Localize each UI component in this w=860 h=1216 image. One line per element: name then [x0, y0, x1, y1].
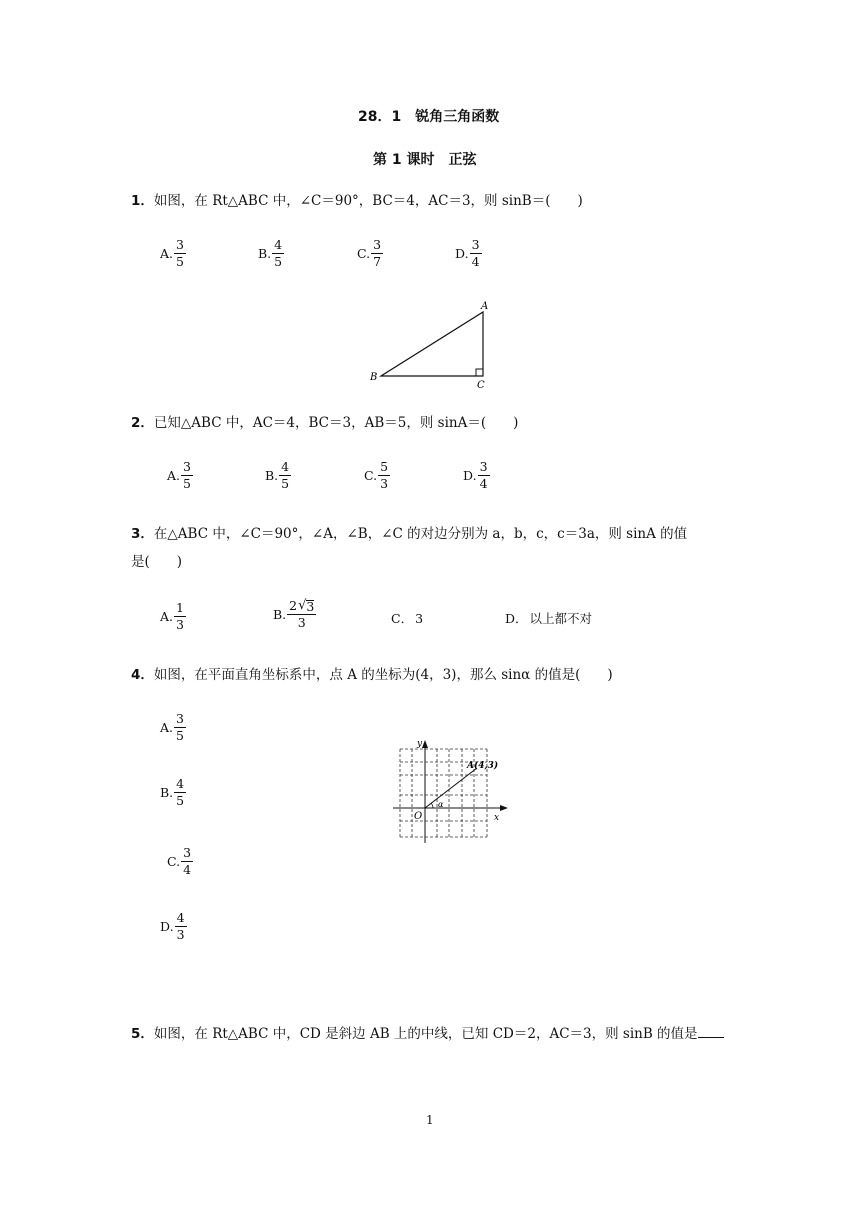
vertex-label-c: C	[477, 380, 485, 391]
angle-label-alpha: α	[438, 800, 444, 809]
question-text: 在△ABC 中，∠C＝90°，∠A，∠B，∠C 的对边分别为 a，b，c，c＝3a，则 sinA 的值	[153, 526, 688, 542]
question-number: 4．	[131, 667, 154, 683]
vertex-label-a: A	[481, 301, 489, 312]
lesson-title: 第 1 课时 正弦	[373, 152, 477, 168]
sqrt-icon: √	[298, 598, 307, 613]
axis-label-x: x	[494, 813, 500, 823]
question-number: 5．	[131, 1026, 154, 1042]
question-number: 3．	[131, 526, 154, 542]
fraction: $\frac{1}{3}$	[176, 600, 184, 632]
answer-blank[interactable]	[698, 1023, 724, 1038]
option-a[interactable]	[160, 601, 186, 632]
question-2	[131, 413, 518, 433]
option-d[interactable]	[455, 238, 482, 269]
origin-label: O	[414, 811, 423, 822]
fraction: $\frac{5}{3}$	[380, 459, 389, 491]
fraction: $\frac{4}{3}$	[176, 910, 185, 942]
fraction: $\frac{4}{5}$	[274, 237, 283, 269]
option-label: C．	[391, 611, 414, 626]
vertex-label-b: B	[370, 372, 378, 383]
option-label: B.	[160, 785, 174, 800]
option-label: D．	[505, 611, 528, 626]
fraction: $\frac{4}{5}$	[281, 459, 290, 491]
option-label: B.	[265, 468, 279, 483]
question-text: 如图，在 Rt△ABC 中，∠C＝90°，BC＝4，AC＝3，则 sinB＝( )	[153, 193, 583, 209]
page-number: 1	[426, 1113, 434, 1127]
section-title: 28．1 锐角三角函数	[358, 109, 500, 125]
fraction: $\frac{3}{4}$	[471, 237, 480, 269]
option-label: C.	[364, 468, 378, 483]
question-number: 1．	[131, 193, 154, 209]
question-3-line2: 是( )	[131, 554, 183, 570]
option-b[interactable]	[273, 599, 316, 630]
option-a[interactable]	[167, 460, 193, 491]
question-number: 2．	[131, 415, 154, 431]
option-label: A.	[167, 468, 181, 483]
question-3	[131, 524, 687, 544]
question-text: 如图，在平面直角坐标系中，点 A 的坐标为(4，3)，那么 sinα 的值是( )	[153, 667, 613, 683]
option-text: 3	[415, 610, 424, 626]
option-c[interactable]	[167, 846, 193, 877]
angle-arc	[431, 803, 433, 808]
option-text: 以上都不对	[529, 611, 593, 626]
option-b[interactable]	[160, 777, 186, 808]
option-label: D.	[455, 246, 469, 261]
right-angle-mark	[476, 369, 483, 376]
option-label: B.	[258, 246, 272, 261]
option-label: D.	[463, 468, 477, 483]
option-d[interactable]	[463, 460, 490, 491]
option-b[interactable]	[265, 460, 291, 491]
y-axis-arrow-icon	[422, 740, 428, 748]
option-c[interactable]	[364, 460, 390, 491]
option-c[interactable]	[357, 238, 383, 269]
option-d[interactable]	[160, 911, 187, 942]
question-1	[131, 191, 583, 211]
option-label: C.	[357, 246, 371, 261]
question-4	[131, 665, 613, 685]
fraction: $\frac{3}{5}$	[183, 459, 191, 491]
option-label: B.	[273, 607, 287, 622]
x-axis-arrow-icon	[500, 805, 508, 811]
question-text: 已知△ABC 中，AC＝4，BC＝3，AB＝5，则 sinA＝( )	[153, 415, 519, 431]
triangle-figure	[360, 296, 500, 392]
coordinate-figure	[380, 735, 512, 847]
option-label: D.	[160, 919, 174, 934]
option-b[interactable]	[258, 238, 284, 269]
option-a[interactable]	[160, 238, 186, 269]
fraction: $\frac{4}{5}$	[176, 776, 185, 808]
fraction: $\frac{3}{4}$	[183, 845, 192, 877]
option-d[interactable]	[505, 609, 592, 627]
option-c[interactable]	[391, 609, 423, 627]
axis-label-y: y	[417, 739, 423, 749]
question-text: 如图，在 Rt△ABC 中，CD 是斜边 AB 上的中线，已知 CD＝2，AC＝3，则 sinB 的值是	[153, 1026, 698, 1042]
question-5	[131, 1023, 724, 1044]
fraction: 2 √ 3 3	[289, 598, 315, 630]
fraction: $\frac{3}{5}$	[176, 711, 184, 743]
option-label: A.	[160, 609, 174, 624]
option-label: C.	[167, 854, 181, 869]
fraction: $\frac{3}{5}$	[176, 237, 184, 269]
triangle-abc	[381, 312, 483, 376]
option-label: A.	[160, 720, 174, 735]
point-a-label: A(4,3)	[467, 761, 499, 771]
fraction: $\frac{3}{4}$	[479, 459, 488, 491]
option-label: A.	[160, 246, 174, 261]
option-a[interactable]	[160, 712, 186, 743]
segment-oa	[425, 768, 477, 808]
fraction: $\frac{3}{7}$	[373, 237, 382, 269]
